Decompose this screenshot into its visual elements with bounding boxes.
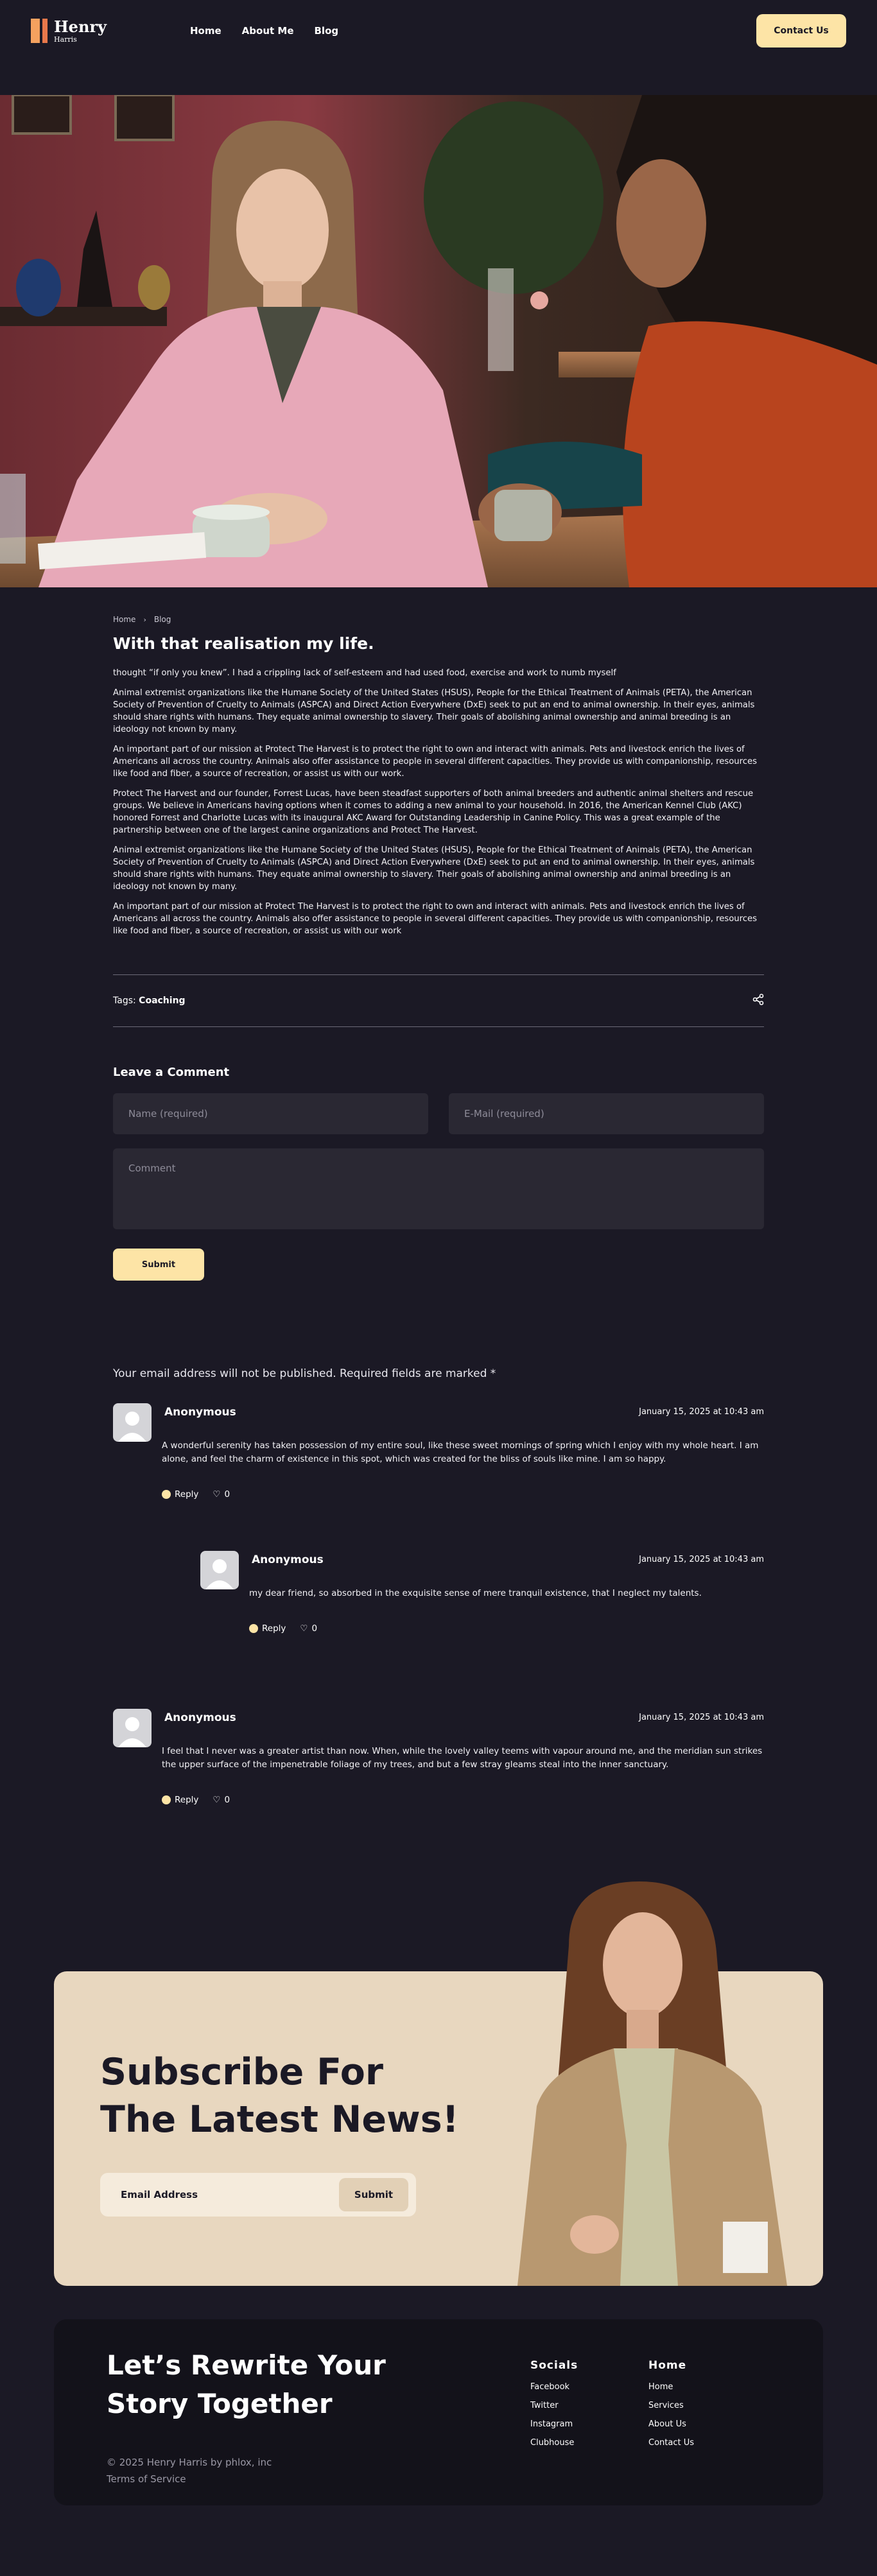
share-icon[interactable]: [752, 994, 764, 1008]
reply-icon: [162, 1490, 171, 1499]
logo-mark-icon: [31, 19, 48, 43]
heart-icon: ♡: [213, 1489, 221, 1500]
footer-about-link[interactable]: About Us: [648, 2419, 686, 2429]
comment-date: January 15, 2025 at 10:43 am: [639, 1407, 764, 1417]
avatar: [200, 1551, 239, 1589]
comment-field[interactable]: [113, 1148, 764, 1229]
contact-us-button[interactable]: Contact Us: [756, 14, 846, 48]
footer-title: [107, 2346, 386, 2423]
reply-label: Reply: [175, 1795, 199, 1805]
nav-home[interactable]: Home: [190, 25, 221, 37]
reply-button[interactable]: [162, 1795, 198, 1805]
reply-label: Reply: [262, 1623, 286, 1634]
site-header: [31, 0, 846, 62]
comment-text: A wonderful serenity has taken possession of my entire soul, like these sweet mornings of spring which I enjoy with my whole heart. I am alone, and feel the charm of existence in this spot, which was created for the bliss of souls like mine. I am so happy.: [162, 1440, 759, 1464]
comment-author: Anonymous: [164, 1711, 236, 1724]
heart-icon: ♡: [213, 1795, 221, 1805]
like-button[interactable]: [300, 1623, 317, 1634]
logo[interactable]: [31, 19, 107, 43]
tag-link[interactable]: Coaching: [139, 996, 186, 1006]
footer-home-link[interactable]: Home: [648, 2382, 673, 2392]
comment-date: January 15, 2025 at 10:43 am: [639, 1555, 764, 1564]
main-nav: [190, 0, 338, 62]
post-paragraph: Animal extremist organizations like the Humane Society of the United States (HSUS), People for the Ethical Treatment of Animals (PETA), the American Society of Prevention of Cruelty to Animals (ASPCA) and Direct Action Everywhere (DxE) seek to put an end to animal ownership. In their eyes, animals should share rights with humans. They equate animal ownership to slavery. Their goals of abolishing animal ownership and animal breeding is an ideology not known by many.: [113, 845, 755, 892]
like-count: 0: [311, 1623, 318, 1634]
tags: [113, 996, 186, 1006]
footer-socials: [530, 2359, 578, 2457]
footer-contact-link[interactable]: Contact Us: [648, 2438, 694, 2448]
avatar: [113, 1709, 152, 1747]
copyright: © 2025 Henry Harris by phlox, inc: [107, 2457, 272, 2468]
comment-date: January 15, 2025 at 10:43 am: [639, 1713, 764, 1722]
breadcrumb-blog[interactable]: Blog: [153, 615, 171, 624]
subscribe-title-line: The Latest News!: [100, 2098, 459, 2141]
name-field[interactable]: [113, 1093, 428, 1134]
like-count: 0: [224, 1795, 230, 1805]
comment-author: Anonymous: [164, 1406, 236, 1419]
comments-notice: Your email address will not be published. Required fields are marked *: [113, 1367, 496, 1380]
footer-col-title: Socials: [530, 2359, 578, 2372]
reply-label: Reply: [175, 1489, 199, 1500]
subscribe-title: [100, 2048, 460, 2143]
footer-title-line: Story Together: [107, 2388, 333, 2419]
tags-label: Tags:: [113, 996, 136, 1006]
footer-services-link[interactable]: Services: [648, 2401, 684, 2410]
comment-text: I feel that I never was a greater artist than now. When, while the lovely valley teems with vapour around me, and the meridian sun strikes the upper surface of the impenetrable foliage of my trees, and but a few stray gleams steal into the inner sanctuary.: [162, 1746, 763, 1770]
heart-icon: ♡: [300, 1623, 308, 1634]
comment-form: [113, 1066, 764, 1281]
reply-button[interactable]: [162, 1489, 198, 1500]
comment-reply: [200, 1551, 764, 1634]
comment: [113, 1403, 764, 1500]
breadcrumb-home[interactable]: Home: [113, 615, 136, 624]
reply-icon: [162, 1795, 171, 1804]
post-title: With that realisation my life.: [113, 634, 374, 653]
email-field[interactable]: [449, 1093, 764, 1134]
comment-text: my dear friend, so absorbed in the exquisite sense of mere tranquil existence, that I neglect my talents.: [249, 1588, 702, 1598]
like-button[interactable]: [213, 1489, 230, 1500]
footer-copy: [107, 2454, 272, 2487]
post-paragraph: An important part of our mission at Protect The Harvest is to protect the right to own and interact with animals. Pets and livestock enrich the lives of Americans all across the country. Animals also offer assistance to people in several different capacities. They provide us with companionship, resources like food and fiber, a source of recreation, or assist us with our work: [113, 902, 757, 936]
footer-title-line: Let’s Rewrite Your: [107, 2349, 386, 2381]
breadcrumb: [113, 615, 764, 624]
chevron-right-icon: ›: [143, 615, 146, 624]
post-paragraph: Animal extremist organizations like the Humane Society of the United States (HSUS), People for the Ethical Treatment of Animals (PETA), the American Society of Prevention of Cruelty to Animals (ASPCA) and Direct Action Everywhere (DxE) seek to put an end to animal ownership. In their eyes, animals should share rights with humans. They equate animal ownership to slavery. Their goals of abolishing animal ownership and animal breeding is an ideology not known by many.: [113, 688, 755, 734]
reply-button[interactable]: [249, 1623, 286, 1634]
email-address-input[interactable]: Email Address: [121, 2189, 198, 2200]
avatar: [113, 1403, 152, 1442]
article: [113, 615, 764, 945]
footer-home: [648, 2359, 694, 2457]
like-button[interactable]: [213, 1795, 230, 1805]
instagram-link[interactable]: Instagram: [530, 2419, 573, 2429]
like-count: 0: [224, 1489, 230, 1500]
subscribe-title-line: Subscribe For: [100, 2051, 383, 2093]
comment-author: Anonymous: [252, 1553, 324, 1566]
post-body: [113, 667, 764, 937]
tags-bar: [113, 974, 764, 1027]
post-paragraph: An important part of our mission at Protect The Harvest is to protect the right to own and interact with animals. Pets and livestock enrich the lives of Americans all across the country. Animals also offer assistance to people in several different capacities. They provide us with companionship, resources like food and fiber, a source of recreation, or assist us with our work.: [113, 745, 757, 779]
submit-comment-button[interactable]: Submit: [113, 1249, 204, 1281]
comment-form-title: Leave a Comment: [113, 1066, 230, 1079]
twitter-link[interactable]: Twitter: [530, 2401, 559, 2410]
comment: [113, 1709, 764, 1805]
subscribe-form: [100, 2173, 416, 2217]
nav-about-me[interactable]: About Me: [241, 25, 294, 37]
post-paragraph: thought “if only you knew”. I had a crippling lack of self-esteem and had used food, exercise and work to numb myself: [113, 668, 616, 678]
logo-name: Henry: [54, 17, 107, 36]
subscribe-submit-button[interactable]: Submit: [339, 2178, 408, 2211]
logo-sub: Harris: [54, 35, 77, 44]
reply-icon: [249, 1624, 258, 1633]
terms-link[interactable]: Terms of Service: [107, 2473, 186, 2485]
clubhouse-link[interactable]: Clubhouse: [530, 2438, 575, 2448]
subscribe-portrait-image: [511, 1875, 794, 2286]
post-paragraph: Protect The Harvest and our founder, Forrest Lucas, have been steadfast supporters of both animal breeders and authentic animal shelters and rescue groups. We believe in Americans having options when it comes to adding a new animal to your household. In 2016, the American Kennel Club (AKC) honored Forrest and Charlotte Lucas with its inaugural AKC Award for Outstanding Leadership in Canine Policy. This was a great example of the partnership between one of the largest canine organizations and Protect The Harvest.: [113, 789, 754, 835]
site-footer: [54, 2319, 823, 2505]
nav-blog[interactable]: Blog: [314, 25, 339, 37]
footer-col-title: Home: [648, 2359, 687, 2372]
hero-image: [0, 95, 877, 587]
facebook-link[interactable]: Facebook: [530, 2382, 570, 2392]
